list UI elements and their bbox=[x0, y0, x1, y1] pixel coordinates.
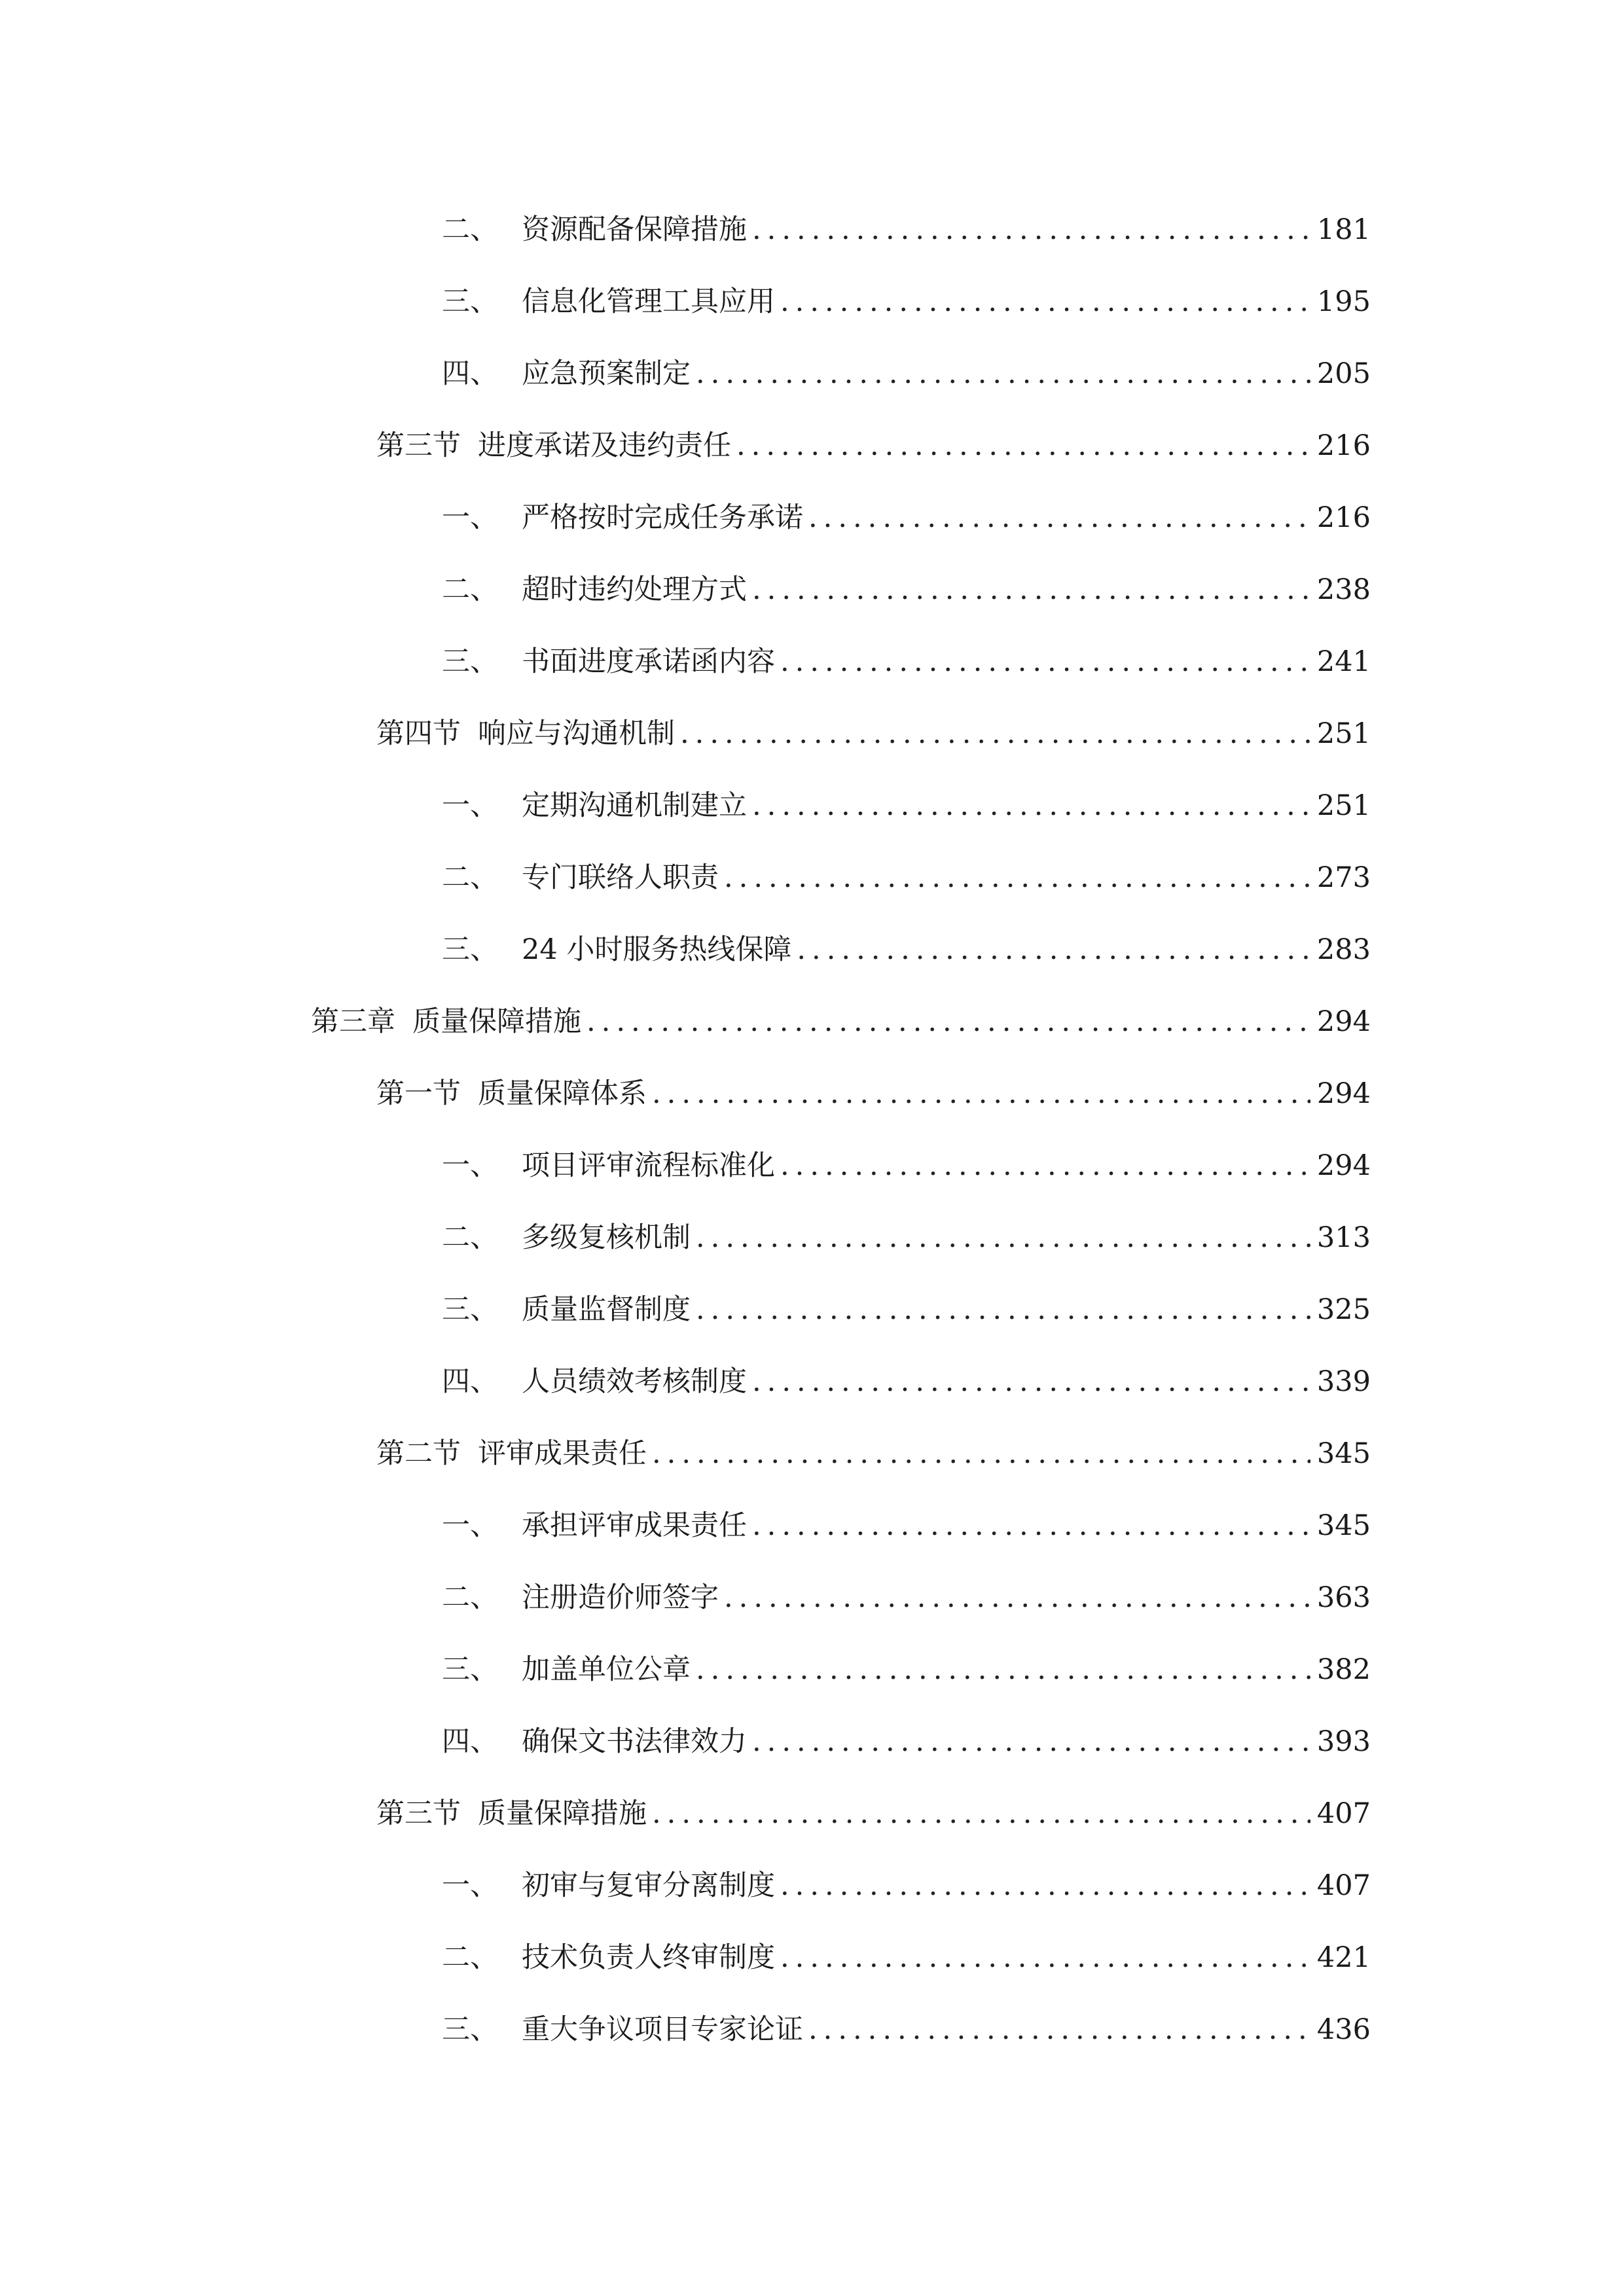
toc-entry-title: 信息化管理工具应用 bbox=[522, 285, 775, 318]
toc-entry-title: 应急预案制定 bbox=[522, 357, 691, 390]
dot-leader bbox=[696, 351, 1310, 397]
dot-leader bbox=[752, 1359, 1310, 1405]
toc-entry-title: 响应与沟通机制 bbox=[478, 717, 675, 750]
toc-entry-title: 资源配备保障措施 bbox=[522, 213, 747, 246]
toc-entry[interactable] bbox=[442, 1935, 1371, 1981]
dot-leader bbox=[808, 495, 1310, 541]
toc-entry[interactable] bbox=[442, 1719, 1371, 1765]
toc-entry[interactable] bbox=[442, 1575, 1371, 1621]
toc-entry-number: 一、 bbox=[442, 789, 498, 822]
toc-entry[interactable] bbox=[442, 1287, 1371, 1333]
toc-entry-title: 定期沟通机制建立 bbox=[522, 789, 747, 822]
toc-entry-title: 24 小时服务热线保障 bbox=[522, 933, 792, 966]
toc-entry-page: 294 bbox=[1316, 1005, 1371, 1038]
toc-entry-number: 一、 bbox=[442, 1509, 498, 1542]
toc-entry-number: 四、 bbox=[442, 1365, 498, 1398]
dot-leader bbox=[752, 1503, 1310, 1549]
toc-entry-number: 第三节 bbox=[376, 429, 461, 462]
toc-entry[interactable] bbox=[376, 1431, 1371, 1477]
toc-entry-number: 第四节 bbox=[376, 717, 461, 750]
toc-entry[interactable] bbox=[376, 423, 1371, 469]
dot-leader bbox=[797, 927, 1310, 973]
toc-entry[interactable] bbox=[442, 1647, 1371, 1693]
toc-entry-number: 三、 bbox=[442, 285, 498, 318]
toc-entry[interactable] bbox=[442, 279, 1371, 325]
toc-entry[interactable] bbox=[442, 567, 1371, 613]
toc-entry-page: 205 bbox=[1316, 357, 1371, 390]
dot-leader bbox=[696, 1647, 1310, 1693]
dot-leader bbox=[780, 1863, 1310, 1909]
toc-entry-title: 专门联络人职责 bbox=[522, 861, 719, 894]
toc-entry[interactable] bbox=[442, 207, 1371, 253]
dot-leader bbox=[752, 567, 1310, 613]
toc-entry-page: 393 bbox=[1316, 1725, 1371, 1758]
toc-entry-page: 382 bbox=[1316, 1653, 1371, 1686]
toc-entry[interactable] bbox=[442, 1215, 1371, 1261]
toc-entry-title: 重大争议项目专家论证 bbox=[522, 2013, 803, 2046]
toc-entry[interactable] bbox=[376, 711, 1371, 757]
toc-entry[interactable] bbox=[442, 1863, 1371, 1909]
toc-entry[interactable] bbox=[442, 639, 1371, 685]
toc-entry-number: 第一节 bbox=[376, 1077, 461, 1110]
toc-entry-title: 质量监督制度 bbox=[522, 1293, 691, 1326]
toc-entry-number: 一、 bbox=[442, 1149, 498, 1182]
toc-entry-page: 216 bbox=[1316, 429, 1371, 462]
dot-leader bbox=[652, 1431, 1310, 1477]
toc-entry-number: 三、 bbox=[442, 645, 498, 678]
toc-entry[interactable] bbox=[311, 999, 1371, 1045]
toc-entry[interactable] bbox=[442, 1503, 1371, 1549]
dot-leader bbox=[808, 2007, 1310, 2053]
toc-entry-title: 评审成果责任 bbox=[478, 1437, 647, 1470]
dot-leader bbox=[780, 1935, 1310, 1981]
toc-entry-title: 多级复核机制 bbox=[522, 1221, 691, 1254]
toc-entry[interactable] bbox=[442, 1143, 1371, 1189]
toc-entry-page: 195 bbox=[1316, 285, 1371, 318]
toc-entry[interactable] bbox=[376, 1071, 1371, 1117]
toc-entry-page: 238 bbox=[1316, 573, 1371, 606]
toc-entry-page: 407 bbox=[1316, 1869, 1371, 1902]
dot-leader bbox=[724, 855, 1310, 901]
dot-leader bbox=[752, 207, 1310, 253]
toc-entry-title: 质量保障措施 bbox=[478, 1797, 647, 1830]
toc-entry[interactable] bbox=[442, 927, 1371, 973]
toc-entry-number: 二、 bbox=[442, 573, 498, 606]
toc-entry[interactable] bbox=[376, 1791, 1371, 1837]
toc-entry-page: 421 bbox=[1316, 1941, 1371, 1974]
toc-entry-number: 第三章 bbox=[311, 1005, 395, 1038]
dot-leader bbox=[586, 999, 1310, 1045]
toc-entry[interactable] bbox=[442, 495, 1371, 541]
toc-entry-number: 第三节 bbox=[376, 1797, 461, 1830]
toc-entry-page: 294 bbox=[1316, 1149, 1371, 1182]
toc-entry-page: 407 bbox=[1316, 1797, 1371, 1830]
toc-entry-title: 质量保障体系 bbox=[478, 1077, 647, 1110]
toc-entry-page: 313 bbox=[1316, 1221, 1371, 1254]
toc-entry-number: 四、 bbox=[442, 1725, 498, 1758]
toc-entry-page: 241 bbox=[1316, 645, 1371, 678]
toc-entry[interactable] bbox=[442, 351, 1371, 397]
dot-leader bbox=[696, 1287, 1310, 1333]
toc-entry-page: 363 bbox=[1316, 1581, 1371, 1614]
toc-entry-title: 初审与复审分离制度 bbox=[522, 1869, 775, 1902]
toc-entry[interactable] bbox=[442, 855, 1371, 901]
toc-entry-title: 进度承诺及违约责任 bbox=[478, 429, 731, 462]
toc-entry-number: 四、 bbox=[442, 357, 498, 390]
toc-entry-page: 436 bbox=[1316, 2013, 1371, 2046]
toc-entry-title: 质量保障措施 bbox=[412, 1005, 581, 1038]
toc-entry-page: 339 bbox=[1316, 1365, 1371, 1398]
toc-entry-title: 严格按时完成任务承诺 bbox=[522, 501, 803, 534]
toc-entry-number: 三、 bbox=[442, 933, 498, 966]
toc-entry[interactable] bbox=[442, 2007, 1371, 2053]
toc-entry-number: 二、 bbox=[442, 1941, 498, 1974]
toc-entry-title: 加盖单位公章 bbox=[522, 1653, 691, 1686]
dot-leader bbox=[696, 1215, 1310, 1261]
toc-entry-title: 注册造价师签字 bbox=[522, 1581, 719, 1614]
toc-entry-number: 二、 bbox=[442, 1581, 498, 1614]
dot-leader bbox=[780, 639, 1310, 685]
toc-entry-number: 一、 bbox=[442, 501, 498, 534]
toc-entry-page: 181 bbox=[1316, 213, 1371, 246]
toc-entry-title: 确保文书法律效力 bbox=[522, 1725, 747, 1758]
dot-leader bbox=[680, 711, 1310, 757]
toc-entry-page: 216 bbox=[1316, 501, 1371, 534]
dot-leader bbox=[724, 1575, 1310, 1621]
toc-entry[interactable] bbox=[442, 1359, 1371, 1405]
toc-entry-number: 三、 bbox=[442, 1293, 498, 1326]
toc-entry-page: 325 bbox=[1316, 1293, 1371, 1326]
toc-entry-page: 251 bbox=[1316, 717, 1371, 750]
dot-leader bbox=[652, 1791, 1310, 1837]
toc-entry-title: 超时违约处理方式 bbox=[522, 573, 747, 606]
toc-entry-number: 二、 bbox=[442, 1221, 498, 1254]
dot-leader bbox=[752, 783, 1310, 829]
toc-entry-page: 273 bbox=[1316, 861, 1371, 894]
toc-entry-title: 项目评审流程标准化 bbox=[522, 1149, 775, 1182]
toc-entry-title: 技术负责人终审制度 bbox=[522, 1941, 775, 1974]
toc-entry-title: 人员绩效考核制度 bbox=[522, 1365, 747, 1398]
toc-entry-page: 294 bbox=[1316, 1077, 1371, 1110]
toc-entry[interactable] bbox=[442, 783, 1371, 829]
toc-entry-page: 345 bbox=[1316, 1509, 1371, 1542]
dot-leader bbox=[652, 1071, 1310, 1117]
dot-leader bbox=[736, 423, 1310, 469]
toc-entry-page: 251 bbox=[1316, 789, 1371, 822]
toc-entry-page: 345 bbox=[1316, 1437, 1371, 1470]
dot-leader bbox=[780, 279, 1310, 325]
toc-entry-number: 三、 bbox=[442, 2013, 498, 2046]
toc-entry-number: 二、 bbox=[442, 213, 498, 246]
toc-entry-number: 第二节 bbox=[376, 1437, 461, 1470]
toc-entry-page: 283 bbox=[1316, 933, 1371, 966]
toc-entry-title: 承担评审成果责任 bbox=[522, 1509, 747, 1542]
toc-entry-number: 三、 bbox=[442, 1653, 498, 1686]
toc-entry-number: 一、 bbox=[442, 1869, 498, 1902]
toc-entry-title: 书面进度承诺函内容 bbox=[522, 645, 775, 678]
dot-leader bbox=[780, 1143, 1310, 1189]
dot-leader bbox=[752, 1719, 1310, 1765]
toc-entry-number: 二、 bbox=[442, 861, 498, 894]
